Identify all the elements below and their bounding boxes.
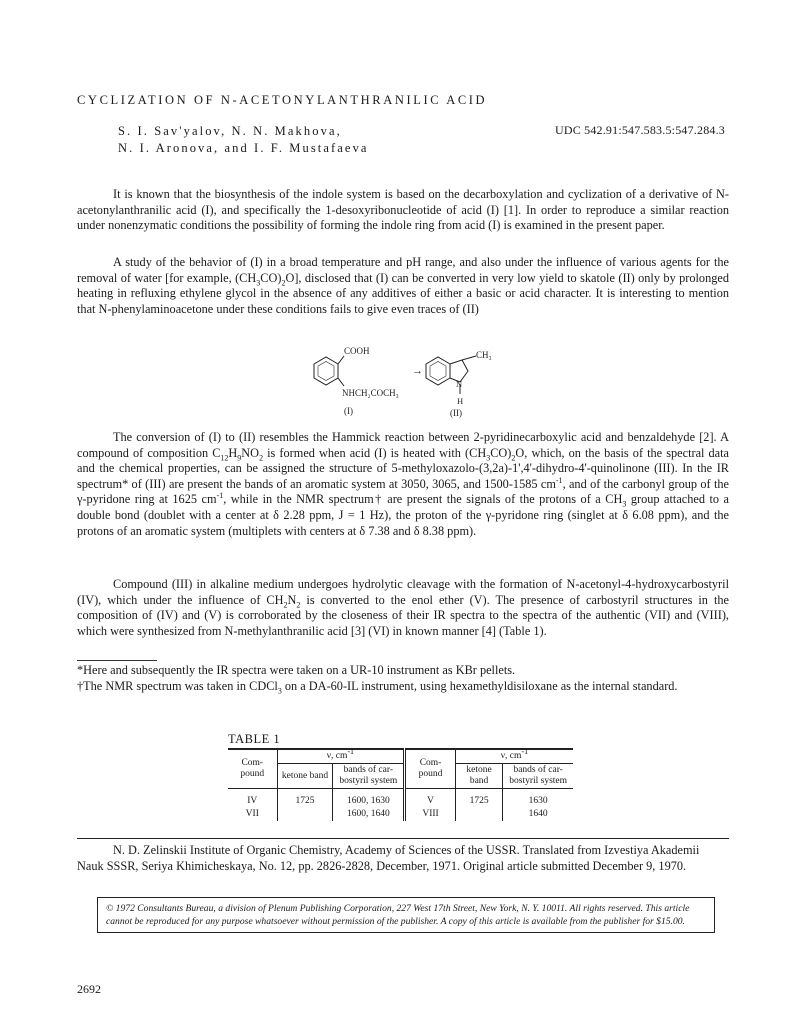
carboxyl-label: COOH (344, 346, 370, 356)
footnotes (77, 663, 729, 694)
paragraph-intro (77, 187, 729, 234)
affiliation-text: N. D. Zelinskii Institute of Organic Chemistry, Academy of Sciences of the USSR. Translated from Izvestiya Akademii Nauk SSSR, Seriya Khimicheskaya, No. 12, pp. 2826-2828, December, 1971. Original article submitted December 9, 1970. (77, 843, 700, 873)
reaction-scheme (300, 344, 520, 426)
page-number: 2692 (77, 982, 101, 996)
header-nu-1: ν, $cm^{-1}$ (277, 749, 405, 764)
indole-hydrogen: H (457, 396, 464, 406)
header-carbostyril-1: bands of car- bostyril system (333, 764, 405, 789)
copyright-notice: © 1972 Consultants Bureau, a division of Plenum Publishing Corporation, 227 West 17th Street, New York, N. Y. 10011. All rights reserved. This article cannot be reproduced for any purpose whatsoever without permission of the publisher. A copy of this article is available from the publisher for $15.00. (97, 897, 715, 933)
author-line-1: S. I. Sav'yalov, N. N. Makhova, (118, 124, 342, 138)
methyl-label: CH₃ (476, 350, 492, 360)
aminoacetone-label: NHCH₂COCH₃ (342, 388, 399, 398)
header-compound-2: Com- pound (405, 749, 456, 789)
header-nu-2: ν, $cm^{-1}$ (455, 749, 573, 764)
header-carbostyril-2: bands of car- bostyril system (503, 764, 573, 789)
reactant-label: (I) (344, 406, 353, 416)
paragraph-behavior: A study of the behavior of (I) in a broad temperature and pH range, and also under the influence of various agents for the removal of water [for example, $(CH_3CO)_2O$], disclosed that (I) can be converted in very low yield to skatole (II) only by prolonged heating in refluxing ethylene glycol in the absence of any additives of either a basic or acid character. It is interesting to mention that N-phenylaminoacetone under these conditions fails to give even traces of (II) (77, 255, 729, 316)
footnote-rule (77, 660, 157, 661)
header-compound-1: Com- pound (228, 749, 277, 789)
ir-table (228, 748, 573, 821)
reactant-structure (314, 356, 344, 386)
footnote-ir: *Here and subsequently the IR spectra were taken on a UR-10 instrument as KBr pellets. (77, 663, 516, 677)
header-ketone-2: ketone band (455, 764, 502, 789)
paragraph-cleavage: Compound (III) in alkaline medium undergoes hydrolytic cleavage with the formation of N-acetonyl-4-hydroxycarbostyril (IV), which under the influence of $CH_2N_2$ is converted to the enol ether (V). The presence of carbostyril structures in the composition of (IV) and (V) is corroborated by the closeness of their IR spectra to the spectra of the authentic (VII) and (VIII), which were synthesized from N-methylanthranilic acid [3] (VI) in known manner [4] (Table 1). (77, 577, 729, 638)
indole-nitrogen: N (456, 379, 463, 389)
table-row: IV 1725 1600, 1630 V 1725 1630 (228, 795, 573, 808)
footnote-nmr: †The NMR spectrum was taken in CDCl$_3$ on a DA-60-IL instrument, using hexamethyldisiloxane as the internal standard. (77, 678, 678, 696)
author-line-2: N. I. Aronova, and I. F. Mustafaeva (118, 141, 369, 155)
product-structure (426, 356, 476, 394)
udc-code: UDC 542.91:547.583.5:547.284.3 (554, 123, 725, 137)
reaction-arrow: → (412, 365, 423, 377)
paragraph-1-text: It is known that the biosynthesis of the indole system is based on the decarboxylation and cyclization of a derivative of N-acetonylanthranilic acid (I), and specifically the 1-desoxyribonucleotide of acid (I) [1]. In order to reproduce a similar reaction under nonenzymatic conditions the possibility of forming the indole ring from acid (I) is examined in the present paper. (77, 187, 729, 233)
table-caption: TABLE 1 (228, 732, 281, 746)
article-title: CYCLIZATION OF N-ACETONYLANTHRANILIC ACID (77, 93, 488, 107)
header-ketone-1: ketone band (277, 764, 333, 789)
product-label: (II) (450, 408, 462, 418)
author-list (118, 123, 369, 157)
paragraph-hammick: The conversion of (I) to (II) resembles the Hammick reaction between 2-pyridinecarboxylic acid and benzaldehyde [2]. A compound of composition $C_{12}H_9NO_2$ is formed when acid (I) is heated with $(CH_3CO)_2O$, which, on the basis of the spectral data and the chemical properties, can be assigned the structure of 5-methyloxazolo-(3,2a)-1',4'-dihydro-4'-quinolinone (III). In the IR spectrum* of (III) are present the bands of an aromatic system at 3050, 3065, and 1500-1585 $cm^{-1}$, and of the carbonyl group of the γ-pyridone ring at 1625 $cm^{-1}$, while in the NMR spectrum† are present the signals of the protons of a $CH_3$ group attached to a double bond (doublet with a center at δ 2.28 ppm, J = 1 Hz), the proton of the γ-pyridone ring (singlet at δ 6.08 ppm), and the protons of an aromatic system (multiplets with centers at δ 7.38 and δ 8.38 ppm). (77, 430, 730, 538)
affiliation-rule (77, 838, 729, 839)
table-row: VII 1600, 1640 VIII 1640 (228, 808, 573, 821)
